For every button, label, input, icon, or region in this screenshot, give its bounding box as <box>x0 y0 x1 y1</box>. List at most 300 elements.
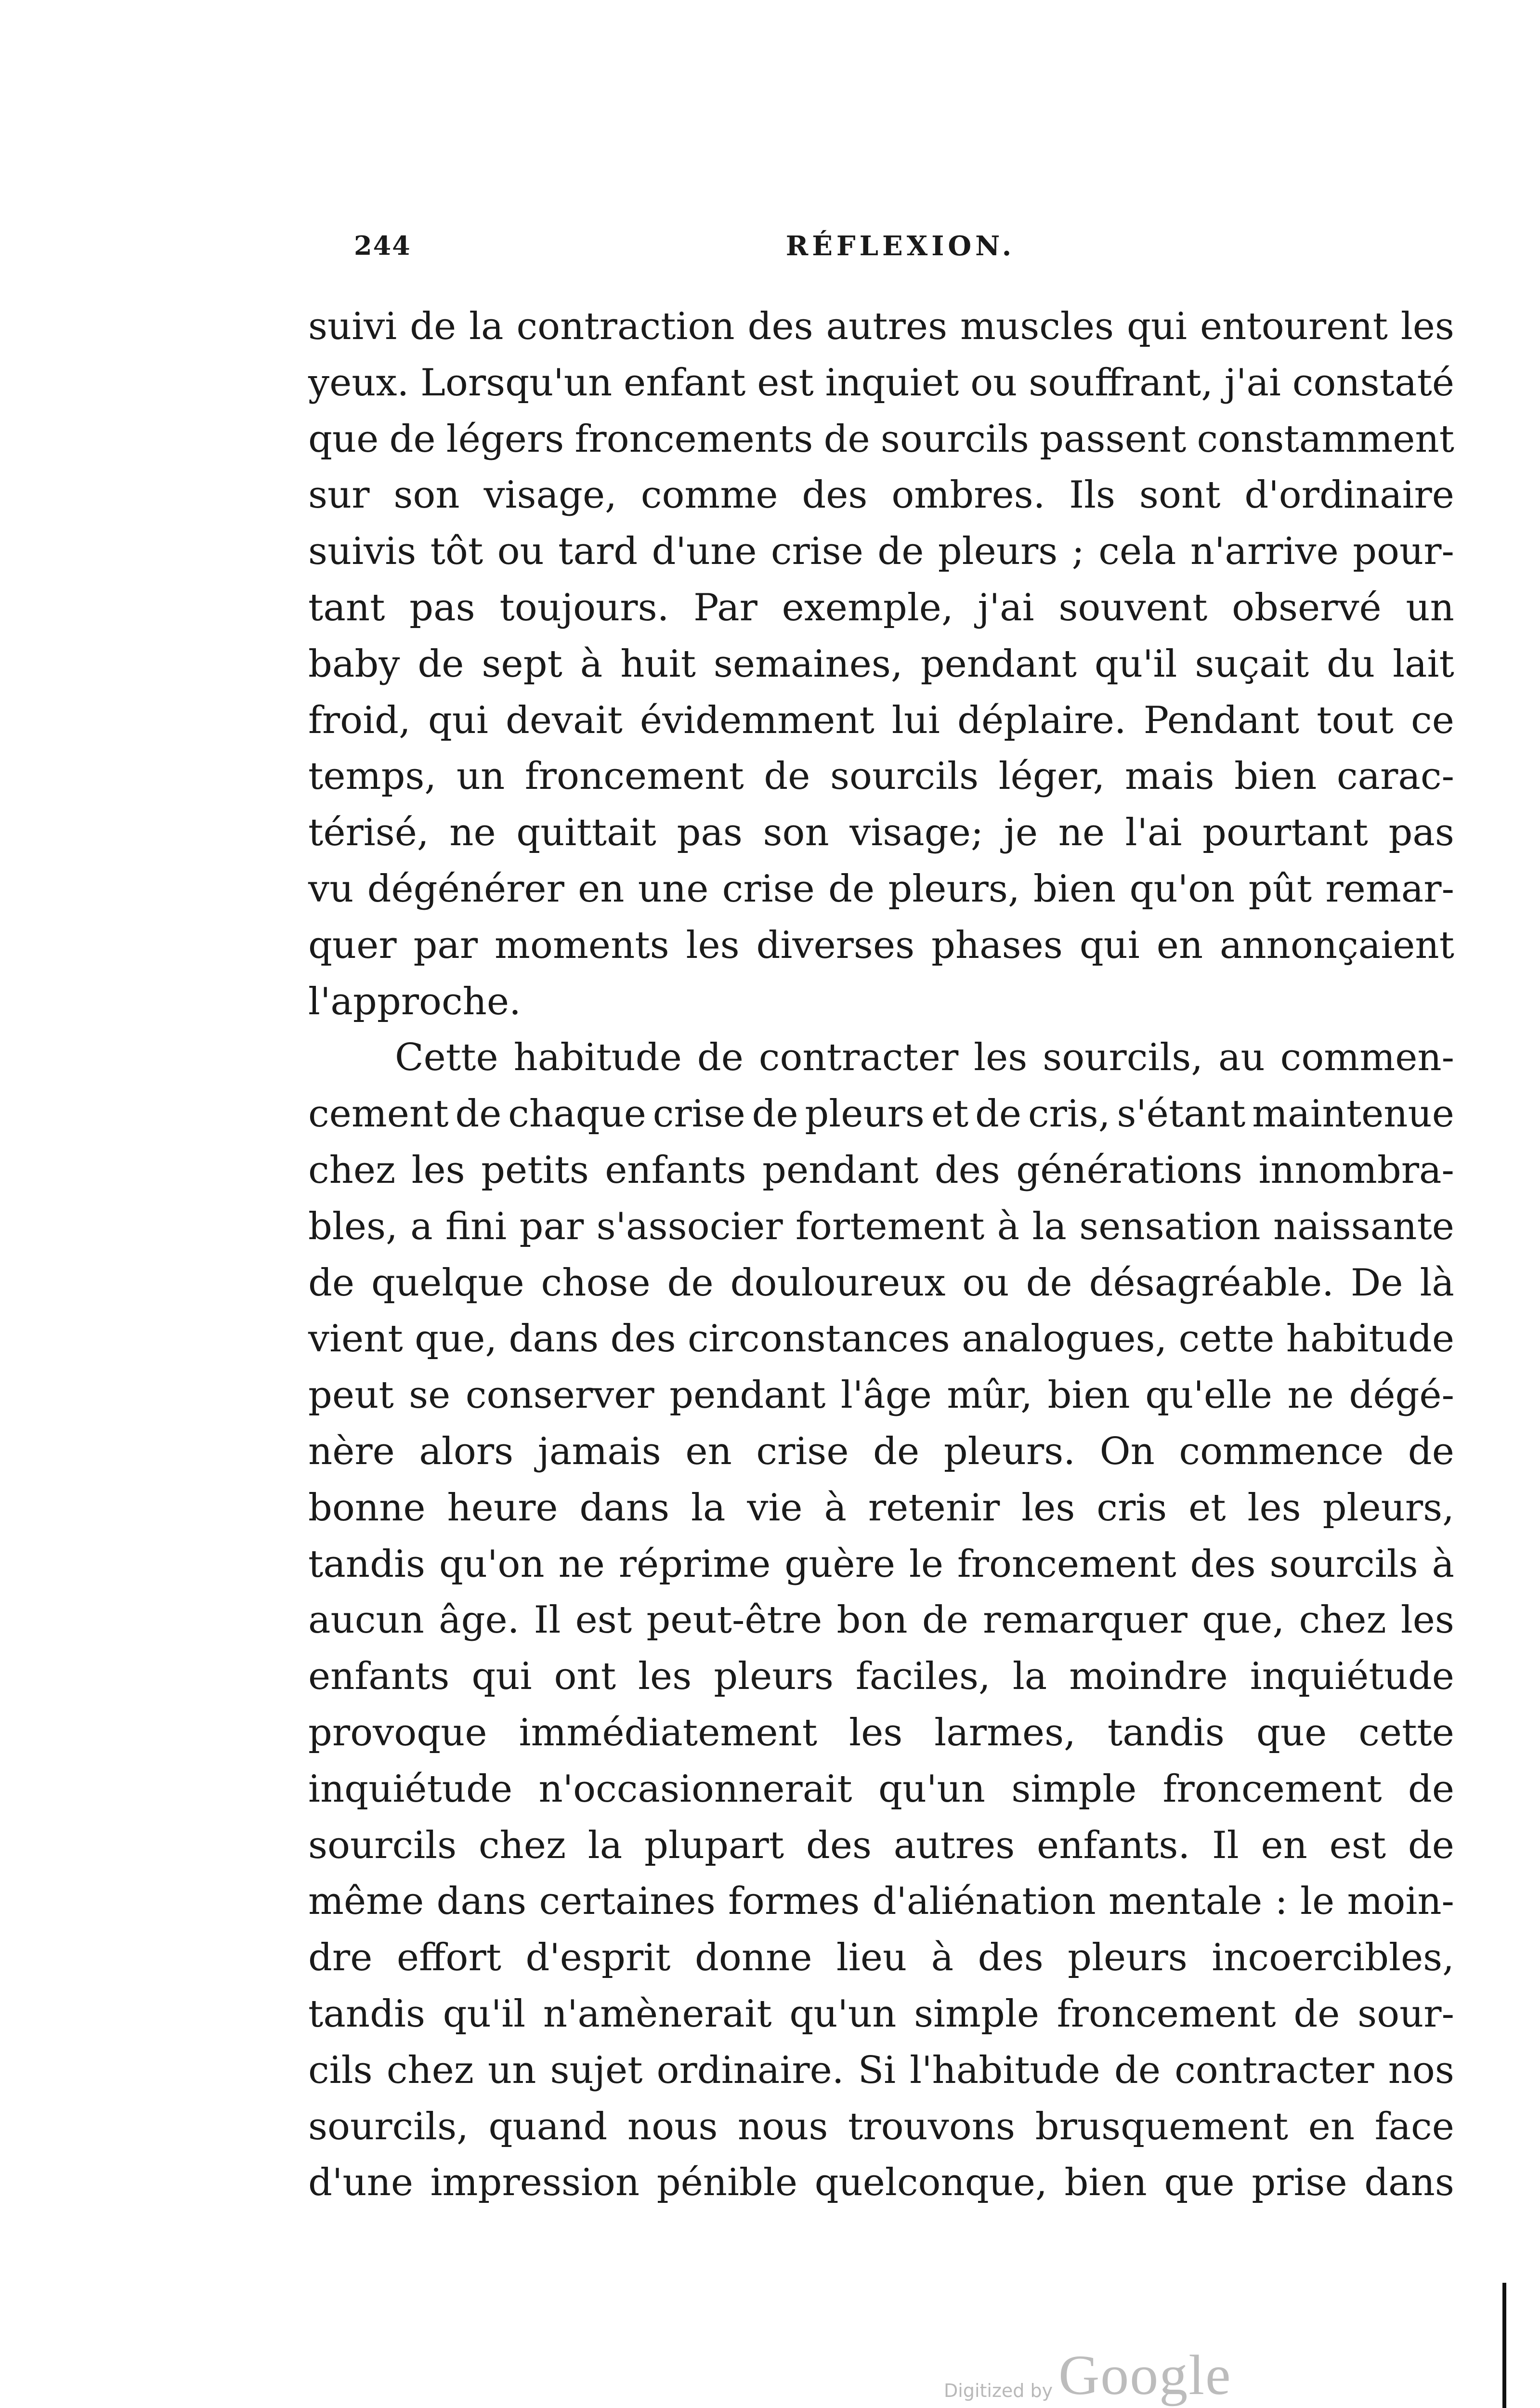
word: Il <box>1212 1823 1239 1867</box>
word: enfants <box>308 1655 450 1699</box>
word: la <box>1012 1655 1047 1699</box>
word: que <box>1164 2161 1235 2205</box>
watermark-prefix: Digitized by <box>944 2380 1053 2401</box>
word: heure <box>447 1486 558 1530</box>
digitization-watermark <box>944 2343 1291 2408</box>
word: une <box>638 867 709 911</box>
word: générations <box>1016 1148 1243 1192</box>
word: On <box>1099 1429 1155 1473</box>
word: sept <box>482 642 562 686</box>
word: moments <box>495 923 669 967</box>
word: est <box>1329 1823 1386 1867</box>
word: vie <box>747 1486 803 1530</box>
word: larmes, <box>934 1711 1076 1754</box>
word: de <box>752 1092 798 1136</box>
word: dégénérer <box>367 867 564 911</box>
word: autres <box>893 1823 1015 1867</box>
word: de <box>418 642 464 686</box>
word: en <box>1308 2105 1355 2148</box>
word: plupart <box>644 1823 784 1867</box>
word: n'amènerait <box>543 1992 772 2036</box>
word: commence <box>1179 1429 1384 1473</box>
word: inquiet <box>825 361 959 405</box>
word: inquiétude <box>1250 1655 1454 1699</box>
word: un <box>1406 586 1454 629</box>
word: tard <box>558 530 638 574</box>
word: pas <box>409 586 475 629</box>
word: l'ai <box>1125 811 1182 855</box>
word: à <box>580 642 603 686</box>
page-edge-shadow <box>1502 2283 1506 2408</box>
word: tout <box>1317 698 1394 742</box>
word: exemple, <box>782 586 953 629</box>
word: froncement <box>524 755 744 798</box>
word: incoercibles, <box>1212 1936 1454 1980</box>
word: Par <box>693 586 757 629</box>
word: d'ordinaire <box>1244 473 1454 517</box>
word: le <box>1300 1880 1335 1924</box>
word: guère <box>784 1542 896 1586</box>
word: sont <box>1139 473 1221 517</box>
word: passent <box>1040 417 1187 461</box>
word: visage; <box>849 811 984 855</box>
word: fortement <box>795 1204 985 1248</box>
text-line <box>308 523 1454 580</box>
text-line <box>308 580 1454 636</box>
word: tôt <box>430 530 483 574</box>
word: yeux. <box>308 361 409 405</box>
word: que <box>308 417 379 461</box>
word: sur <box>308 473 370 517</box>
word: a <box>410 1204 433 1248</box>
word: faciles, <box>855 1655 991 1699</box>
word: un <box>487 2048 536 2092</box>
word: moindre <box>1069 1655 1228 1699</box>
word: de <box>1408 1767 1454 1811</box>
word: qu'un <box>878 1767 986 1811</box>
word: formes <box>728 1880 860 1924</box>
word: des <box>747 305 813 348</box>
word: suivis <box>308 530 417 574</box>
word: l'âge <box>840 1374 932 1417</box>
word: douloureux <box>730 1261 946 1305</box>
word: autres <box>826 305 948 348</box>
text-line <box>308 355 1454 411</box>
word: sourcils, <box>1043 1036 1203 1080</box>
word: de <box>410 305 457 348</box>
word: sourcils <box>1269 1542 1418 1586</box>
word: crise <box>722 867 815 911</box>
word: j'ai <box>978 586 1034 629</box>
word: annonçaient <box>1219 923 1454 967</box>
word: térisé, <box>308 811 429 855</box>
word: qu'elle <box>1145 1374 1273 1417</box>
word: sujet <box>550 2048 643 2092</box>
word: prise <box>1252 2161 1347 2205</box>
word: l'habitude <box>910 2048 1100 2092</box>
word: donne <box>694 1936 812 1980</box>
text-line <box>308 1649 1454 1705</box>
word: est <box>575 1598 632 1642</box>
word: par <box>519 1204 584 1248</box>
word: Cette <box>395 1036 498 1080</box>
word: d'aliénation <box>872 1880 1096 1924</box>
word: au <box>1218 1036 1265 1080</box>
text-line <box>308 917 1454 974</box>
word: pût <box>1248 867 1312 911</box>
word: évidemment <box>639 698 874 742</box>
word: pour- <box>1353 530 1454 574</box>
word: cette <box>1178 1317 1275 1361</box>
word: ont <box>554 1655 616 1699</box>
word: analogues, <box>962 1317 1167 1361</box>
word: visage, <box>483 473 617 517</box>
word: aucun <box>308 1598 424 1642</box>
text-line <box>308 805 1454 861</box>
word: dans <box>1364 2161 1454 2205</box>
word: chez <box>478 1823 566 1867</box>
word: provoque <box>308 1711 487 1754</box>
word: froncement <box>1057 1992 1276 2036</box>
word: qu'on <box>1129 867 1235 911</box>
word: sourcils <box>880 417 1029 461</box>
word: muscles <box>960 305 1114 348</box>
word: froncement <box>1162 1767 1382 1811</box>
word: les <box>411 1148 465 1192</box>
word: de <box>697 1036 744 1080</box>
word: en <box>1261 1823 1307 1867</box>
word: je <box>1004 811 1038 855</box>
word: sourcils <box>830 755 979 798</box>
word: bonne <box>308 1486 426 1530</box>
word: enfant <box>624 361 746 405</box>
word: chose <box>541 1261 651 1305</box>
word: son <box>393 473 460 517</box>
word: temps, <box>308 755 437 798</box>
word: la <box>691 1486 726 1530</box>
word: nous <box>737 2105 828 2148</box>
word: cement <box>308 1092 449 1136</box>
word: pleurs <box>1068 1936 1188 1980</box>
word: d'une <box>308 2161 414 2205</box>
text-line <box>308 2155 1454 2211</box>
word: un <box>456 755 505 798</box>
word: des <box>934 1148 1000 1192</box>
word: les <box>849 1711 903 1754</box>
word: pendant <box>669 1374 826 1417</box>
word: à <box>997 1204 1020 1248</box>
word: de <box>764 755 810 798</box>
word: tandis <box>308 1542 425 1586</box>
word: de <box>922 1598 968 1642</box>
word: contracter <box>1175 2048 1374 2092</box>
word: pleurs, <box>888 867 1020 911</box>
running-head: RÉFLEXION. <box>785 230 1016 262</box>
word: tandis <box>308 1992 425 2036</box>
word: les <box>1021 1486 1075 1530</box>
word: là <box>1420 1261 1454 1305</box>
word: ne <box>1058 811 1105 855</box>
word: désagréable. <box>1089 1261 1334 1305</box>
word: et <box>1188 1486 1226 1530</box>
word: qu'un <box>789 1992 897 2036</box>
word: des <box>806 1823 872 1867</box>
word: devait <box>505 698 623 742</box>
word: se <box>409 1374 451 1417</box>
word: s'associer <box>596 1204 783 1248</box>
word: bien <box>1047 1374 1130 1417</box>
word: enfants <box>605 1148 746 1192</box>
word: bles, <box>308 1204 398 1248</box>
word: bien <box>1033 867 1116 911</box>
word: impression <box>430 2161 640 2205</box>
word: âge. <box>439 1598 520 1642</box>
word: de <box>1114 2048 1161 2092</box>
word: dans <box>436 1880 527 1924</box>
word: dans <box>509 1317 599 1361</box>
word: ombres. <box>891 473 1045 517</box>
word: moin- <box>1347 1880 1454 1924</box>
text-line <box>308 636 1454 693</box>
word: que, <box>1202 1598 1285 1642</box>
word: des <box>978 1936 1044 1980</box>
word: crise <box>653 1092 745 1136</box>
word: les <box>1400 1598 1454 1642</box>
word: quelconque, <box>814 2161 1047 2205</box>
text-line <box>308 1986 1454 2042</box>
word: à <box>931 1936 954 1980</box>
word: de <box>389 417 436 461</box>
text-line <box>308 748 1454 805</box>
word: de <box>828 867 875 911</box>
word: De <box>1350 1261 1403 1305</box>
word: crise <box>770 530 863 574</box>
text-line <box>308 1592 1454 1649</box>
word: j'ai <box>1224 361 1281 405</box>
word: de <box>877 530 924 574</box>
text-line <box>308 1480 1454 1536</box>
word: sourcils <box>308 1823 457 1867</box>
word: qu'on <box>439 1542 545 1586</box>
word: inquiétude <box>308 1767 513 1811</box>
word: et <box>931 1092 969 1136</box>
text-line <box>308 1199 1454 1255</box>
word: que <box>1256 1711 1327 1754</box>
word: son <box>763 811 829 855</box>
word: de <box>308 1261 355 1305</box>
word: du <box>1327 642 1375 686</box>
word: mentale <box>1109 1880 1263 1924</box>
word: qui <box>1079 923 1140 967</box>
text-line <box>308 1255 1454 1311</box>
word: circonstances <box>687 1317 950 1361</box>
word: pleurs <box>714 1655 834 1699</box>
word: alors <box>419 1429 514 1473</box>
word: les <box>686 923 740 967</box>
word: même <box>308 1880 424 1924</box>
word: remarquer <box>983 1598 1188 1642</box>
body-text <box>308 299 1454 2211</box>
word: mais <box>1125 755 1214 798</box>
word: s'étant <box>1117 1092 1246 1136</box>
word: de <box>823 417 870 461</box>
word: bon <box>836 1598 908 1642</box>
word: nos <box>1388 2048 1454 2092</box>
word: qui <box>428 698 488 742</box>
word: d'une <box>652 530 757 574</box>
word: de <box>667 1261 714 1305</box>
word: pleurs, <box>1322 1486 1454 1530</box>
text-line <box>308 299 1454 355</box>
word: dégé- <box>1349 1374 1454 1417</box>
text-line <box>308 861 1454 917</box>
word: Pendant <box>1143 698 1300 742</box>
text-line <box>308 1311 1454 1367</box>
word: ou <box>970 361 1018 405</box>
word: ; <box>1071 530 1084 574</box>
word: suçait <box>1195 642 1309 686</box>
google-logo: Google <box>1058 2343 1232 2407</box>
word: pendant <box>762 1148 919 1192</box>
word: les <box>638 1655 692 1699</box>
word: brusquement <box>1035 2105 1289 2148</box>
word: diverses <box>756 923 915 967</box>
word: peut-être <box>646 1598 822 1642</box>
word: en <box>578 867 625 911</box>
word: qu'il <box>1094 642 1177 686</box>
word: sour- <box>1357 1992 1454 2036</box>
word: quittait <box>516 811 656 855</box>
word: pénible <box>656 2161 797 2205</box>
word: froid, <box>308 698 411 742</box>
word: entourent <box>1200 305 1388 348</box>
word: crise <box>756 1429 849 1473</box>
word: froncements <box>574 417 813 461</box>
word: les <box>1400 305 1454 348</box>
word: qui <box>1126 305 1188 348</box>
word: de <box>1026 1261 1072 1305</box>
word: commen- <box>1280 1036 1454 1080</box>
text-line <box>308 1142 1454 1199</box>
word: enfants. <box>1037 1823 1190 1867</box>
word: maintenue <box>1252 1092 1454 1136</box>
word: ne <box>1287 1374 1334 1417</box>
word: des <box>1190 1542 1256 1586</box>
word: à <box>1432 1542 1454 1586</box>
word: suivi <box>308 305 397 348</box>
word: réprime <box>618 1542 771 1586</box>
word: bien <box>1064 2161 1147 2205</box>
word: petits <box>481 1148 589 1192</box>
word: des <box>802 473 868 517</box>
word: quelque <box>371 1261 524 1305</box>
word: comme <box>640 473 778 517</box>
word: quand <box>488 2105 608 2148</box>
word: ne <box>558 1542 605 1586</box>
word: des <box>610 1317 676 1361</box>
word: observé <box>1232 586 1382 629</box>
word: retenir <box>868 1486 1000 1530</box>
word: ne <box>449 811 496 855</box>
word: souffrant, <box>1029 361 1214 405</box>
word: n'arrive <box>1190 530 1339 574</box>
word: qu'il <box>443 1992 526 2036</box>
word: en <box>1156 923 1203 967</box>
word: est <box>757 361 814 405</box>
word: constaté <box>1292 361 1454 405</box>
word: habitude <box>1286 1317 1454 1361</box>
word: phases <box>931 923 1063 967</box>
word: innombra- <box>1258 1148 1454 1192</box>
word: contraction <box>516 305 735 348</box>
text-line <box>308 1930 1454 1986</box>
word: peut <box>308 1374 394 1417</box>
word: sourcils, <box>308 2105 469 2148</box>
word: légers <box>446 417 564 461</box>
word: lieu <box>836 1936 907 1980</box>
word: Il <box>534 1598 561 1642</box>
text-line <box>308 1818 1454 1874</box>
word: déplaire. <box>957 698 1126 742</box>
word: pleurs. <box>943 1429 1076 1473</box>
text-line <box>308 1367 1454 1424</box>
word: cela <box>1098 530 1176 574</box>
page-header <box>354 230 1447 274</box>
word: contracter <box>758 1036 959 1080</box>
word: cris, <box>1028 1092 1110 1136</box>
word: souvent <box>1058 586 1208 629</box>
text-line <box>308 1536 1454 1593</box>
word: léger, <box>998 755 1105 798</box>
text-line <box>308 2099 1454 2155</box>
text-line: l'approche. <box>308 980 521 1023</box>
word: bien <box>1234 755 1317 798</box>
word: en <box>685 1429 732 1473</box>
word: mûr, <box>947 1374 1033 1417</box>
text-line <box>308 1086 1454 1142</box>
word: sensation <box>1079 1204 1261 1248</box>
word: dre <box>308 1936 373 1980</box>
word: conserver <box>465 1374 654 1417</box>
word: à <box>824 1486 847 1530</box>
text-line <box>308 411 1454 468</box>
text-line <box>308 467 1454 523</box>
word: ou <box>962 1261 1009 1305</box>
word: la <box>469 305 504 348</box>
word: nère <box>308 1429 395 1473</box>
word: : <box>1275 1880 1288 1924</box>
word: effort <box>396 1936 501 1980</box>
word: vient <box>308 1317 403 1361</box>
word: Lorsqu'un <box>420 361 613 405</box>
word: simple <box>914 1992 1040 2036</box>
word: Si <box>858 2048 896 2092</box>
word: le <box>909 1542 943 1586</box>
word: cils <box>308 2048 373 2092</box>
word: que, <box>415 1317 497 1361</box>
word: certaines <box>539 1880 716 1924</box>
text-line <box>308 1761 1454 1818</box>
word: qui <box>471 1655 532 1699</box>
word: lui <box>891 698 940 742</box>
word: habitude <box>513 1036 682 1080</box>
word: pas <box>677 811 743 855</box>
word: trouvons <box>848 2105 1016 2148</box>
word: de <box>1408 1429 1454 1473</box>
text-line <box>308 1873 1454 1930</box>
word: la <box>587 1823 623 1867</box>
word: les <box>974 1036 1028 1080</box>
